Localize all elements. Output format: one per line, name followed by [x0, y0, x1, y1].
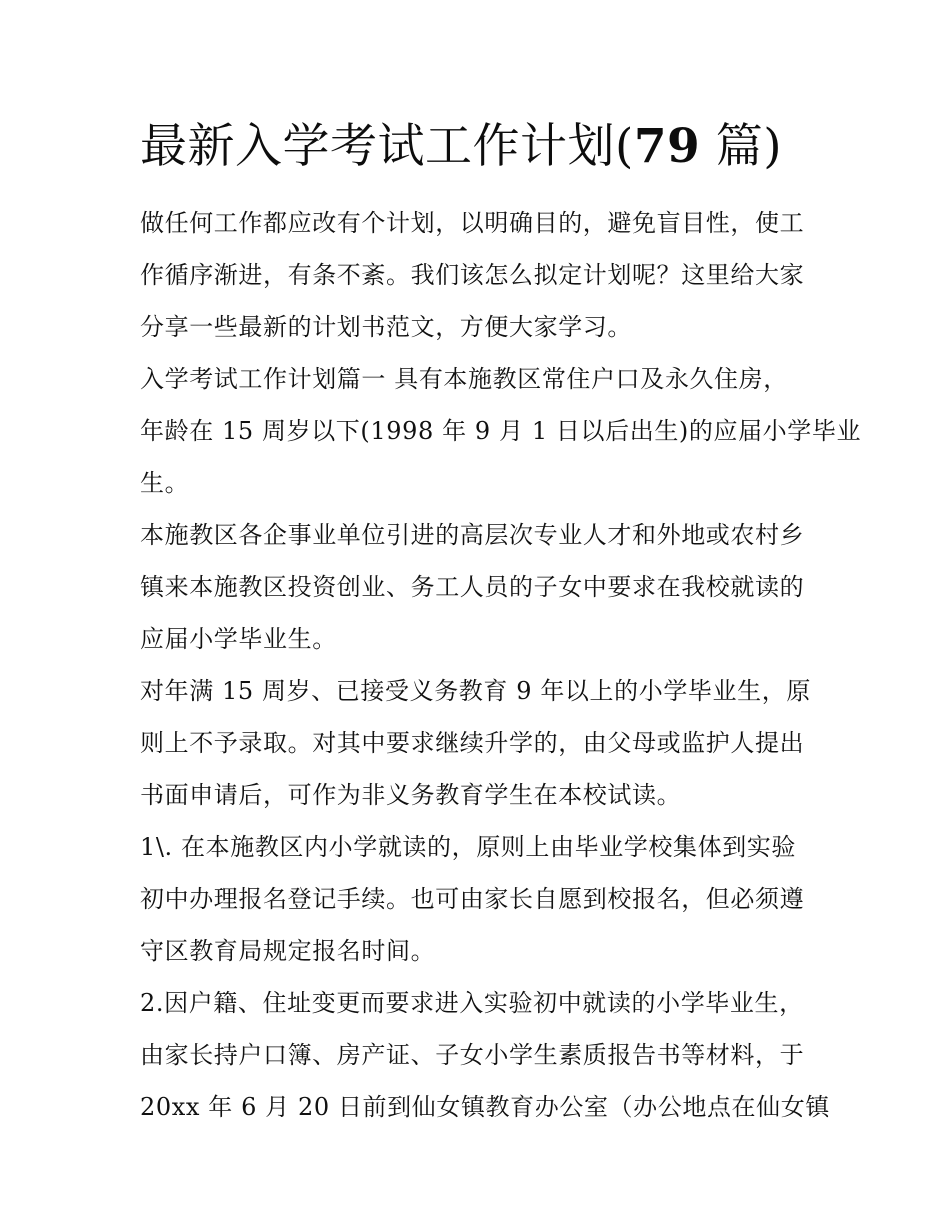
text-line: 2.因户籍、住址变更而要求进入实验初中就读的小学毕业生，: [140, 989, 804, 1017]
text-line: 对年满 15 周岁、已接受义务教育 9 年以上的小学毕业生，原: [140, 677, 811, 705]
text-line: 初中办理报名登记手续。也可由家长自愿到校报名，但必须遵: [140, 885, 805, 913]
text-line: 由家长持户口簿、房产证、子女小学生素质报告书等材料，于: [140, 1041, 805, 1069]
text-line: 则上不予录取。对其中要求继续升学的，由父母或监护人提出: [140, 729, 805, 757]
text-line: 守区教育局规定报名时间。: [140, 937, 436, 965]
text-line: 本施教区各企事业单位引进的高层次专业人才和外地或农村乡: [140, 521, 805, 549]
title-count: 79: [633, 119, 701, 174]
text-line: 应届小学毕业生。: [140, 625, 337, 653]
text-line: 作循序渐进，有条不紊。我们该怎么拟定计划呢？这里给大家: [140, 261, 805, 289]
document-body: [140, 197, 862, 1133]
text-line: 书面申请后，可作为非义务教育学生在本校试读。: [140, 781, 682, 809]
text-line: 生。: [140, 469, 190, 497]
title-suffix: 篇): [700, 119, 783, 174]
text-line: 分享一些最新的计划书范文，方便大家学习。: [140, 313, 632, 341]
text-line: 年龄在 15 周岁以下(1998 年 9 月 1 日以后出生)的应届小学毕业: [140, 417, 862, 445]
text-line: 1\. 在本施教区内小学就读的，原则上由毕业学校集体到实验: [140, 833, 797, 861]
text-line: 20xx 年 6 月 20 日前到仙女镇教育办公室（办公地点在仙女镇: [140, 1093, 830, 1121]
text-line: 镇来本施教区投资创业、务工人员的子女中要求在我校就读的: [140, 573, 805, 601]
text-line: 做任何工作都应改有个计划，以明确目的，避免盲目性，使工: [140, 209, 805, 237]
text-line: 入学考试工作计划篇一 具有本施教区常住户口及永久住房，: [140, 365, 788, 393]
page-title: [140, 112, 840, 182]
title-text: 最新入学考试工作计划(: [140, 119, 634, 174]
